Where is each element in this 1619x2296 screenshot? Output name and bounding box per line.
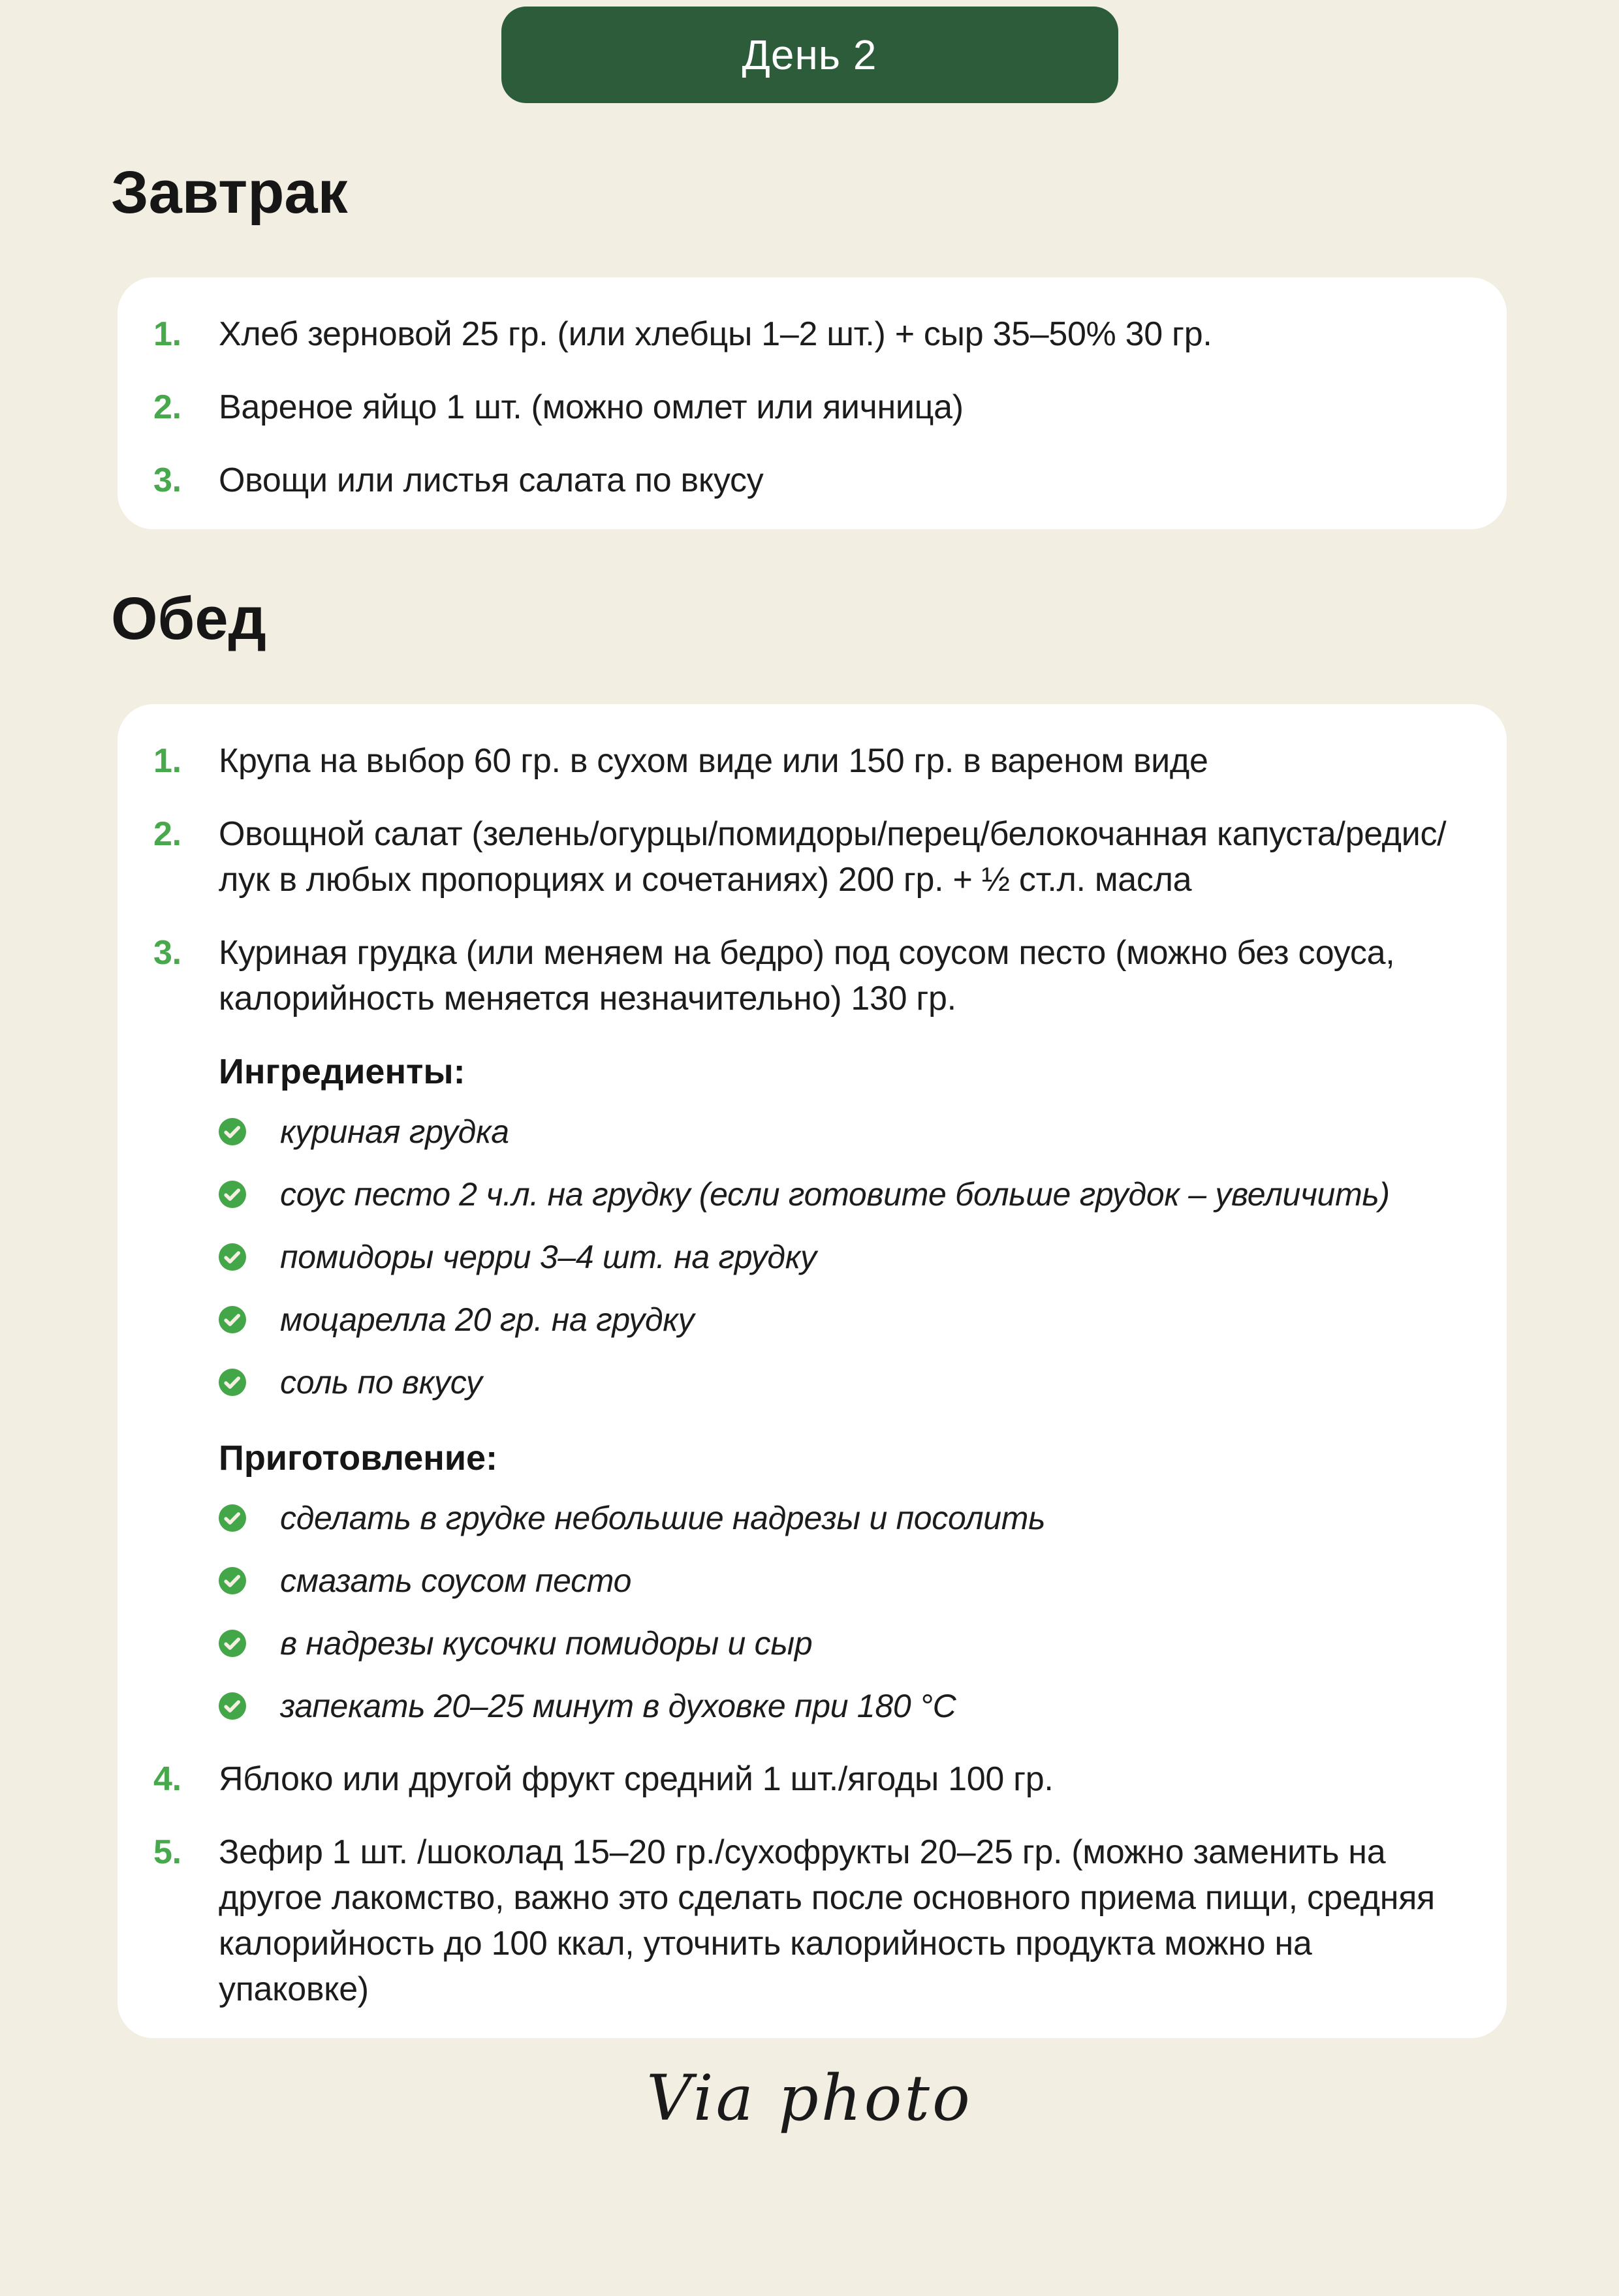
step-item-3: [219, 1621, 1461, 1666]
item-number: 2.: [153, 388, 181, 427]
check-circle-icon: [219, 1306, 246, 1333]
check-circle-icon: [219, 1369, 246, 1396]
lunch-item-5: [153, 1829, 1461, 2012]
item-text: Куриная грудка (или меняем на бедро) под соусом песто (можно без соуса, калорийность меняется незначительно) 130 гр.: [219, 933, 1395, 1017]
step-text: сделать в грудке небольшие надрезы и посолить: [280, 1499, 1046, 1536]
breakfast-item-3: [153, 458, 1461, 503]
step-text: в надрезы кусочки помидоры и сыр: [280, 1624, 813, 1662]
ingredient-item-2: [219, 1171, 1461, 1217]
check-circle-icon: [219, 1504, 246, 1532]
item-text: Овощной салат (зелень/огурцы/помидоры/перец/белокочанная капуста/редис/лук в любых пропорциях и сочетаниях) 200 гр. + ½ ст.л. масла: [219, 814, 1447, 899]
ingredient-item-1: [219, 1109, 1461, 1155]
item-number: 1.: [153, 315, 181, 354]
breakfast-item-2: [153, 384, 1461, 430]
check-circle-icon: [219, 1630, 246, 1657]
meal-plan-page: [0, 7, 1619, 2296]
recipe-block: [219, 1049, 1461, 1729]
step-item-1: [219, 1495, 1461, 1541]
item-text: Овощи или листья салата по вкусу: [219, 461, 764, 500]
lunch-item-4: [153, 1756, 1461, 1802]
lunch-card: [118, 704, 1507, 2038]
signature: Via photo: [646, 2061, 973, 2135]
breakfast-item-1: [153, 311, 1461, 357]
item-text: Крупа на выбор 60 гр. в сухом виде или 150 гр. в вареном виде: [219, 741, 1208, 780]
day-badge: [501, 7, 1118, 103]
item-number: 3.: [153, 933, 181, 972]
item-text: Яблоко или другой фрукт средний 1 шт./ягоды 100 гр.: [219, 1760, 1054, 1798]
step-item-4: [219, 1683, 1461, 1729]
ingredient-item-4: [219, 1297, 1461, 1342]
check-circle-icon: [219, 1567, 246, 1594]
ingredient-text: помидоры черри 3–4 шт. на грудку: [280, 1238, 817, 1275]
ingredient-item-3: [219, 1234, 1461, 1280]
step-text: смазать соусом песто: [280, 1562, 632, 1599]
step-item-2: [219, 1558, 1461, 1604]
ingredient-text: соль по вкусу: [280, 1363, 482, 1401]
check-circle-icon: [219, 1243, 246, 1271]
item-number: 5.: [153, 1833, 181, 1871]
item-text: Вареное яйцо 1 шт. (можно омлет или яичница): [219, 388, 964, 427]
day-badge-label: День 2: [742, 31, 877, 78]
ingredient-item-5: [219, 1359, 1461, 1405]
item-number: 3.: [153, 461, 181, 500]
lunch-section-title: Обед: [111, 585, 266, 653]
item-number: 1.: [153, 741, 181, 780]
check-circle-icon: [219, 1692, 246, 1720]
breakfast-card: [118, 277, 1507, 529]
check-circle-icon: [219, 1181, 246, 1208]
item-text: Хлеб зерновой 25 гр. (или хлебцы 1–2 шт.) + сыр 35–50% 30 гр.: [219, 315, 1212, 354]
lunch-item-2: [153, 811, 1461, 903]
check-circle-icon: [219, 1118, 246, 1145]
lunch-item-1: [153, 738, 1461, 784]
step-text: запекать 20–25 минут в духовке при 180 °C: [280, 1687, 956, 1724]
item-number: 4.: [153, 1760, 181, 1798]
item-number: 2.: [153, 814, 181, 853]
ingredient-text: соус песто 2 ч.л. на грудку (если готовите больше грудок – увеличить): [280, 1175, 1390, 1213]
ingredient-text: куриная грудка: [280, 1113, 509, 1150]
item-text: Зефир 1 шт. /шоколад 15–20 гр./сухофрукты 20–25 гр. (можно заменить на другое лакомство, важно это сделать после основного приема пищи, средняя калорийность до 100 ккал, уточнить калорийность продукта можно на упаковке): [219, 1833, 1435, 2008]
steps-heading: Приготовление:: [219, 1438, 498, 1478]
ingredient-text: моцарелла 20 гр. на грудку: [280, 1301, 695, 1338]
breakfast-section-title: Завтрак: [111, 159, 348, 226]
lunch-item-3: [153, 930, 1461, 1021]
ingredients-heading: Ингредиенты:: [219, 1051, 465, 1091]
